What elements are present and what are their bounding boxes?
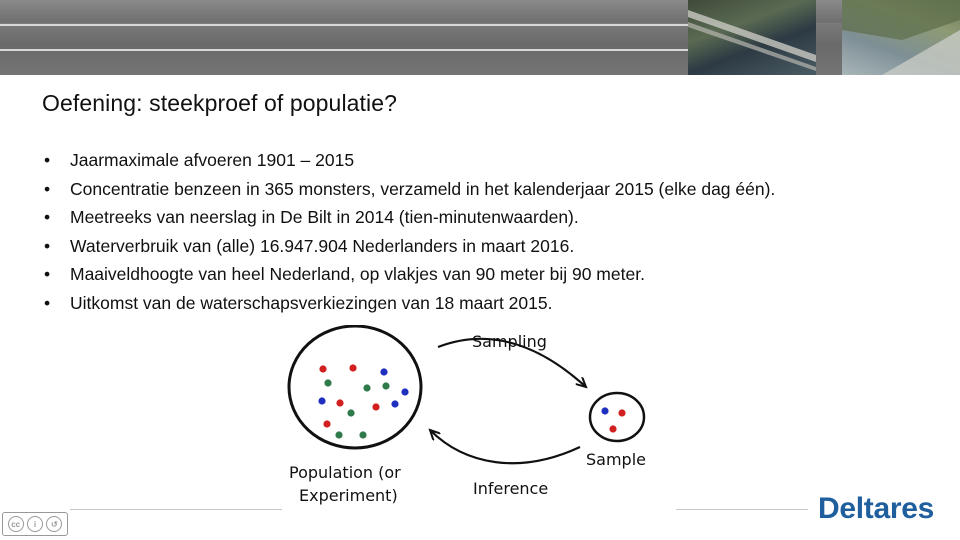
bullet-text: Waterverbruik van (alle) 16.947.904 Nederlanders in maart 2016.: [70, 235, 575, 256]
bridge-photo: [688, 0, 816, 75]
dot-green: [347, 409, 354, 416]
dot-blue: [391, 400, 398, 407]
coast-photo: [842, 0, 960, 75]
bullet-item: [44, 203, 775, 232]
footer-divider: [70, 509, 282, 510]
bullet-dot: •: [44, 235, 51, 256]
dot-green: [363, 384, 370, 391]
population-label-line1: Population (or: [289, 463, 401, 482]
bullet-item: [44, 260, 775, 289]
dot-green: [359, 431, 366, 438]
bullet-item: [44, 146, 775, 175]
footer-divider: [676, 509, 808, 510]
slide-title: Oefening: steekproef of populatie?: [42, 90, 398, 116]
bullet-text: Uitkomst van de waterschapsverkiezingen van 18 maart 2015.: [70, 292, 553, 313]
bullet-dot: •: [44, 292, 51, 313]
bullet-item: [44, 175, 775, 204]
bullet-dot: •: [44, 178, 51, 199]
bullet-dot: •: [44, 207, 51, 228]
cc-icon: cc: [8, 516, 24, 532]
dot-red: [618, 409, 625, 416]
population-label-line2: Experiment): [299, 486, 398, 505]
dot-green: [382, 382, 389, 389]
sample-label: Sample: [586, 450, 646, 469]
dot-blue: [380, 368, 387, 375]
bullet-text: Jaarmaximale afvoeren 1901 – 2015: [70, 150, 355, 170]
inference-label: Inference: [473, 479, 549, 498]
bullet-dot: •: [44, 264, 51, 285]
dot-green: [324, 379, 331, 386]
deltares-logo: Deltares: [818, 492, 935, 525]
sampling-diagram: [280, 325, 680, 513]
dot-blue: [318, 397, 325, 404]
dot-green: [335, 431, 342, 438]
bullet-item: [44, 232, 775, 261]
share-alike-icon: ↺: [46, 516, 62, 532]
dot-blue: [601, 407, 608, 414]
population-circle: [289, 326, 421, 448]
dot-red: [323, 420, 330, 427]
attribution-icon: i: [27, 516, 43, 532]
bullet-dot: •: [44, 150, 51, 170]
bullet-list: [44, 146, 775, 318]
header-stripe: [0, 24, 700, 26]
dot-red: [349, 364, 356, 371]
coast-photo-art: [842, 0, 960, 75]
bullet-item: [44, 289, 775, 318]
dot-red: [372, 403, 379, 410]
header-stripe: [0, 49, 700, 51]
dot-red: [336, 399, 343, 406]
sample-circle: [590, 393, 644, 441]
cc-by-sa-icon: [2, 512, 68, 536]
bullet-text: Meetreeks van neerslag in De Bilt in 2014 (tien-minutenwaarden).: [70, 207, 579, 228]
dot-blue: [401, 388, 408, 395]
sampling-label: Sampling: [472, 332, 547, 351]
inference-arrow: [430, 430, 580, 463]
dot-red: [319, 365, 326, 372]
header-band: [0, 0, 960, 75]
bullet-text: Concentratie benzeen in 365 monsters, verzameld in het kalenderjaar 2015 (elke dag één).: [70, 178, 776, 199]
bullet-text: Maaiveldhoogte van heel Nederland, op vlakjes van 90 meter bij 90 meter.: [70, 264, 645, 285]
dot-red: [609, 425, 616, 432]
bridge-photo-art: [688, 0, 816, 75]
